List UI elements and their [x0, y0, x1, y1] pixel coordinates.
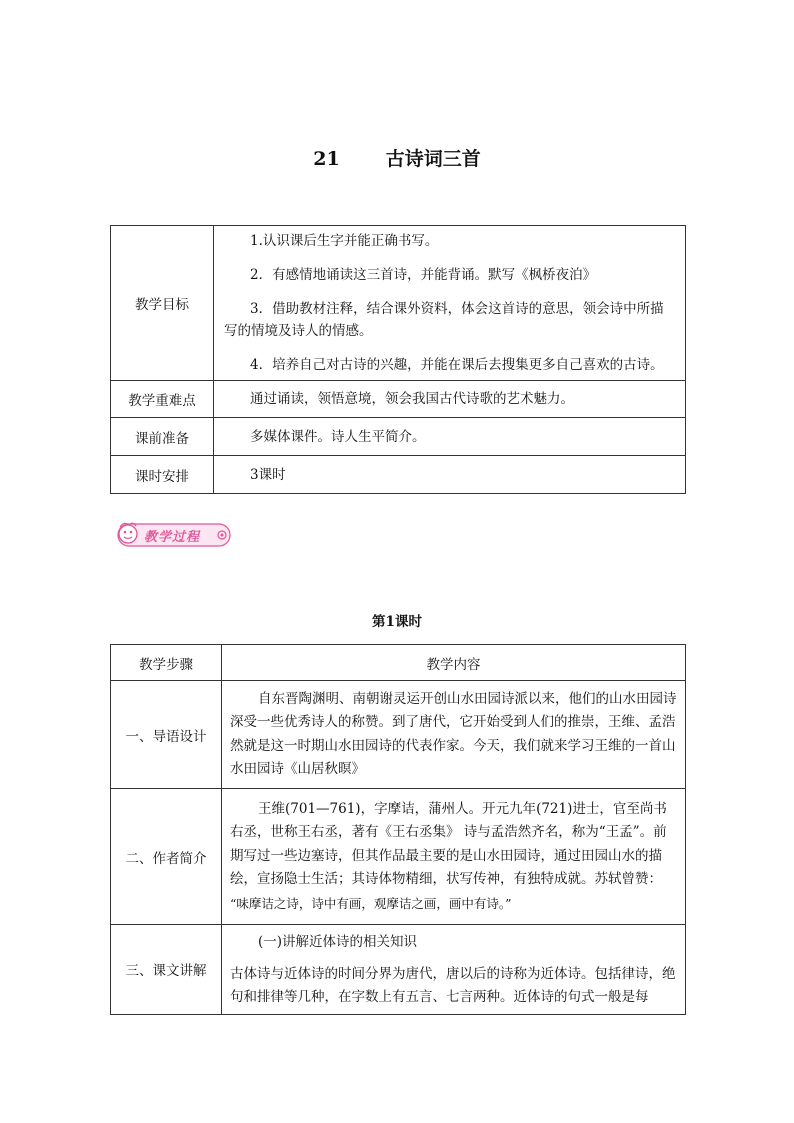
lesson-table	[110, 644, 686, 1015]
header-step: 教学步骤	[111, 645, 222, 681]
intro-text: 自东晋陶渊明、南朝谢灵运开创山水田园诗派以来，他们的山水田园诗深受一些优秀诗人的称赞。到了唐代，它开始受到人们的推崇，王维、孟浩然就是这一时期山水田园诗的代表作家。今天，我们就来学习王维的一首山水田园诗《山居秋暝》	[230, 690, 677, 777]
lecture-text: 古体诗与近体诗的时间分界为唐代，唐以后的诗称为近体诗。包括律诗，绝句和排律等几种，在字数上有五言、七言两种。近体诗的句式一般是每	[230, 965, 676, 1005]
goals-label: 教学目标	[111, 226, 214, 381]
cartoon-face-icon	[119, 525, 137, 543]
content-lecture	[222, 925, 686, 1015]
plan-table	[110, 225, 686, 494]
time-text: 3课时	[214, 456, 686, 494]
key-label: 教学重难点	[111, 381, 214, 418]
goal-item: 4．培养自己对古诗的兴趣，并能在课后去搜集更多自己喜欢的古诗。	[250, 357, 664, 373]
author-text: 王维(701—761)，字摩诘，蒲州人。开元九年(721)进士，官至尚书右丞，世称王右丞，著有《王右丞集》 诗与孟浩然齐名，称为“王孟”。前期写过一些边塞诗，但其作品最主要的是山水田园诗，通过田园山水的描绘，宣扬隐士生活；其诗体物精细，状写传神，有独特成就。苏轼曾赞：	[230, 800, 667, 888]
prep-text: 多媒体课件。诗人生平简介。	[214, 418, 686, 456]
goals-cell	[214, 226, 686, 381]
lecture-subhead: (一)讲解近体诗的相关知识	[258, 934, 418, 950]
step-author: 二、作者简介	[111, 789, 222, 925]
page-title	[0, 144, 794, 171]
step-lecture: 三、课文讲解	[111, 925, 222, 1015]
step-intro: 一、导语设计	[111, 681, 222, 789]
lesson-name: 古诗词三首	[385, 148, 481, 170]
goal-item: 1.认识课后生字并能正确书写。	[250, 233, 439, 249]
content-intro	[222, 681, 686, 789]
author-quote: “味摩诘之诗，诗中有画，观摩诘之画，画中有诗。”	[230, 895, 512, 911]
teaching-process-badge	[114, 520, 232, 550]
lesson-period-title: 第1课时	[372, 614, 422, 630]
time-label: 课时安排	[111, 456, 214, 494]
prep-label: 课前准备	[111, 418, 214, 456]
goal-item: 3．借助教材注释，结合课外资料，体会这首诗的意思，领会诗中所描写的情境及诗人的情感。	[224, 301, 664, 339]
badge-text: 教学过程	[144, 530, 201, 545]
content-author	[222, 789, 686, 925]
key-text: 通过诵读，领悟意境，领会我国古代诗歌的艺术魅力。	[214, 381, 686, 418]
goal-item: 2．有感情地诵读这三首诗，并能背诵。默写《枫桥夜泊》	[250, 267, 597, 283]
header-content: 教学内容	[222, 645, 686, 681]
lesson-number: 21	[313, 148, 340, 170]
